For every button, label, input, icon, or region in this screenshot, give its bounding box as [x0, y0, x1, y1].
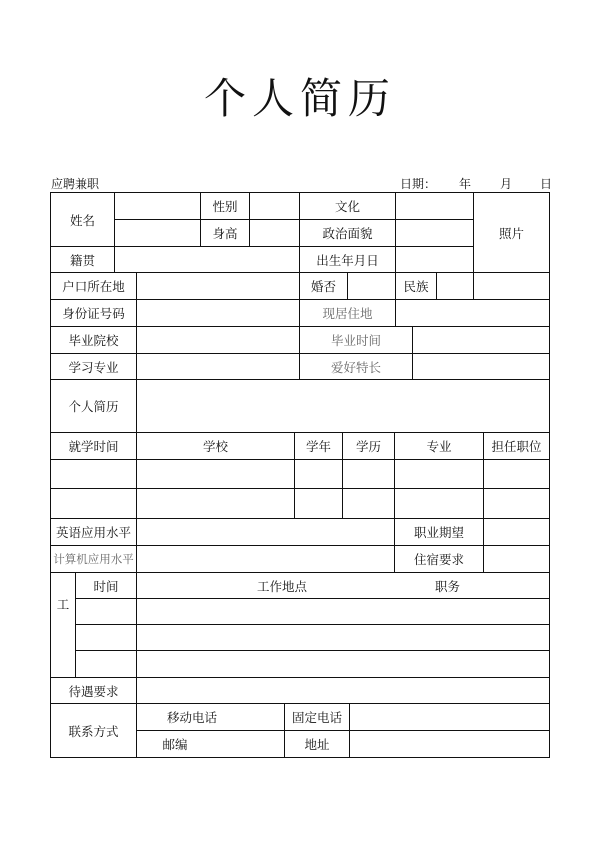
education-header-school: 学校 [202, 439, 228, 454]
education-header-degree: 学历 [355, 439, 381, 454]
work-header-location: 工作地点 [256, 578, 307, 594]
contact-label: 联系方式 [68, 723, 119, 739]
table-border [50, 757, 550, 758]
computer-level-label: 计算机应用水平 [53, 552, 134, 566]
english-level-field[interactable] [137, 519, 394, 545]
accommodation-label: 住宿要求 [413, 552, 464, 567]
career-goal-field[interactable] [484, 519, 549, 545]
political-status-field[interactable] [396, 220, 473, 246]
month-label: 月 [500, 177, 513, 191]
postcode-label: 邮编 [162, 737, 188, 752]
work-label: 工 [56, 597, 70, 612]
resume-label: 个人简历 [68, 399, 119, 414]
mobile-label: 移动电话 [166, 710, 217, 725]
graduation-time-label: 毕业时间 [330, 333, 381, 348]
date-label: 日期： [400, 177, 437, 191]
ethnicity-field[interactable] [437, 273, 549, 299]
computer-level-field[interactable] [137, 546, 394, 572]
photo-label: 照片 [498, 225, 524, 241]
school-label: 毕业院校 [68, 333, 119, 348]
work-header-time: 时间 [93, 578, 119, 594]
major-label: 学习专业 [68, 359, 119, 375]
marital-status-label: 婚否 [310, 279, 336, 294]
address-field[interactable] [350, 731, 549, 757]
resume-field[interactable] [137, 380, 549, 432]
culture-field[interactable] [396, 193, 473, 219]
culture-label: 文化 [334, 199, 360, 214]
education-header-major: 专业 [426, 439, 452, 454]
postcode-field[interactable] [214, 731, 284, 757]
name-label: 姓名 [69, 212, 95, 228]
graduation-time-field[interactable] [413, 327, 549, 353]
current-address-label: 现居住地 [322, 306, 373, 321]
education-header-time: 就学时间 [68, 439, 119, 454]
mobile-field[interactable] [248, 704, 284, 730]
table-rule [50, 488, 550, 489]
major-field[interactable] [137, 354, 299, 379]
native-place-label: 籍贯 [69, 252, 95, 268]
salary-label: 待遇要求 [68, 683, 119, 699]
marital-status-field[interactable] [348, 273, 395, 299]
id-number-field[interactable] [137, 300, 299, 326]
education-header-year: 学年 [305, 439, 331, 454]
hukou-field[interactable] [137, 273, 299, 299]
career-goal-label: 职业期望 [413, 525, 464, 540]
birth-date-label: 出生年月日 [316, 252, 379, 268]
accommodation-field[interactable] [484, 546, 549, 572]
gender-field[interactable] [250, 193, 299, 219]
landline-label: 固定电话 [291, 710, 342, 725]
day-label: 日 [540, 177, 553, 191]
work-header-duty: 职务 [434, 578, 460, 594]
landline-field[interactable] [350, 704, 549, 730]
address-label: 地址 [304, 737, 330, 752]
birth-date-field[interactable] [396, 247, 473, 272]
table-border [549, 192, 550, 758]
native-place-field[interactable] [115, 247, 299, 272]
height-field[interactable] [250, 220, 299, 246]
name-field[interactable] [115, 193, 200, 246]
education-header-position: 担任职位 [491, 439, 542, 454]
table-rule [75, 598, 550, 599]
hukou-label: 户口所在地 [62, 279, 125, 294]
hobbies-field[interactable] [413, 354, 549, 379]
year-label: 年 [459, 177, 472, 191]
school-field[interactable] [137, 327, 299, 353]
current-address-field[interactable] [396, 300, 549, 326]
position-label: 应聘兼职 [51, 177, 100, 191]
table-rule [50, 459, 550, 460]
english-level-label: 英语应用水平 [55, 525, 131, 540]
hobbies-label: 爱好特长 [330, 359, 381, 375]
political-status-label: 政治面貌 [322, 226, 373, 241]
table-rule [75, 624, 550, 625]
id-number-label: 身份证号码 [62, 306, 125, 321]
height-label: 身高 [212, 226, 238, 241]
table-rule [75, 650, 550, 651]
resume-title: 个人简历 [203, 74, 396, 123]
ethnicity-label: 民族 [403, 279, 429, 294]
salary-field[interactable] [137, 678, 549, 703]
gender-label: 性别 [212, 199, 238, 214]
